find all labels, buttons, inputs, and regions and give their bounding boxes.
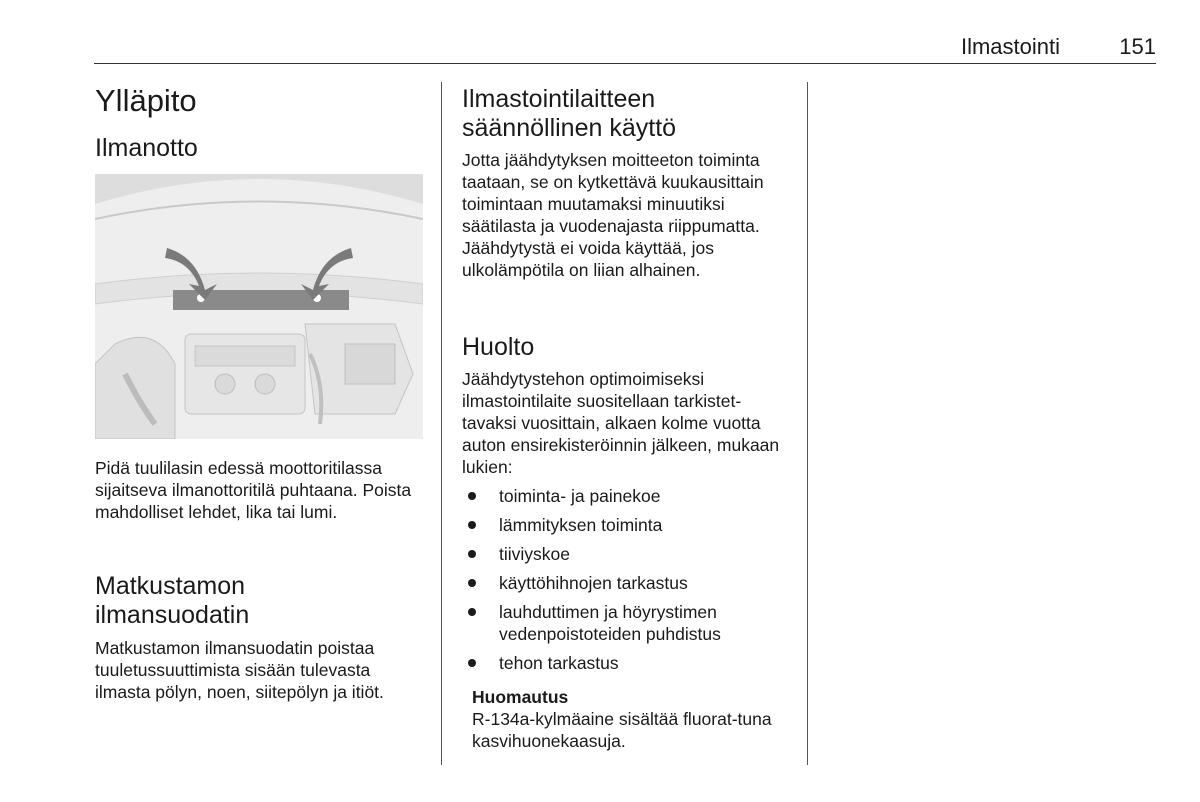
bullet-icon [468,492,476,500]
heading-filter-line2: ilmansuodatin [95,601,250,629]
column-divider-1 [441,82,442,765]
list-item: lauhduttimen ja höyrystimen vedenpoistoteiden puhdistus [462,601,769,645]
list-item: käyttöhihnojen tarkastus [462,572,802,594]
heading-use-line1: Ilmastointilaitteen [462,85,656,113]
list-item: lämmityksen toiminta [462,514,802,536]
column-divider-2 [807,82,808,765]
list-item: tiiviyskoe [462,543,802,565]
header-section-title: Ilmastointi [960,34,1060,59]
bullet-icon [468,550,476,558]
bullet-icon [468,608,476,616]
service-paragraph: Jäähdytystehon optimoimiseksi ilmastointilaite suositellaan tarkistet-tavaksi vuosittain, alkaen kolme vuotta auton ensirekisteröinnin jälkeen, mukaan lukien: [462,369,780,477]
list-item: toiminta- ja painekoe [462,485,802,507]
heading-yllapito: Ylläpito [95,83,197,118]
intake-paragraph: Pidä tuulilasin edessä moottoritilassa sijaitseva ilmanottoritilä puhtaana. Poista mahdolliset lehdet, lika tai lumi. [95,458,412,522]
heading-filter-line1: Matkustamon [95,572,246,600]
bullet-icon [468,579,476,587]
service-checklist [462,485,802,681]
header-rule [94,63,1156,64]
bullet-icon [468,521,476,529]
heading-ilmanotto: Ilmanotto [95,134,198,162]
note-title: Huomautus [472,687,569,707]
filter-paragraph: Matkustamon ilmansuodatin poistaa tuuletussuuttimista sisään tulevasta ilmasta pölyn, noen, siitepölyn ja itiöt. [95,638,384,702]
heading-use-line2: säännöllinen käyttö [462,114,677,142]
engine-bay-illustration [95,174,423,439]
bullet-icon [468,659,476,667]
page-number: 151 [1119,34,1156,59]
list-item: tehon tarkastus [462,652,802,674]
note-text: R-134a-kylmäaine sisältää fluorat-tuna kasvihuonekaasuja. [472,709,772,751]
heading-huolto: Huolto [462,333,535,361]
use-paragraph: Jotta jäähdytyksen moitteeton toiminta taataan, se on kytkettävä kuukausittain toimintaan muutamaksi minuutiksi säätilasta ja vuodenajasta riippumatta. Jäähdytystä ei voida käyttää, jos ulkolämpötila on liian alhainen. [462,150,764,280]
